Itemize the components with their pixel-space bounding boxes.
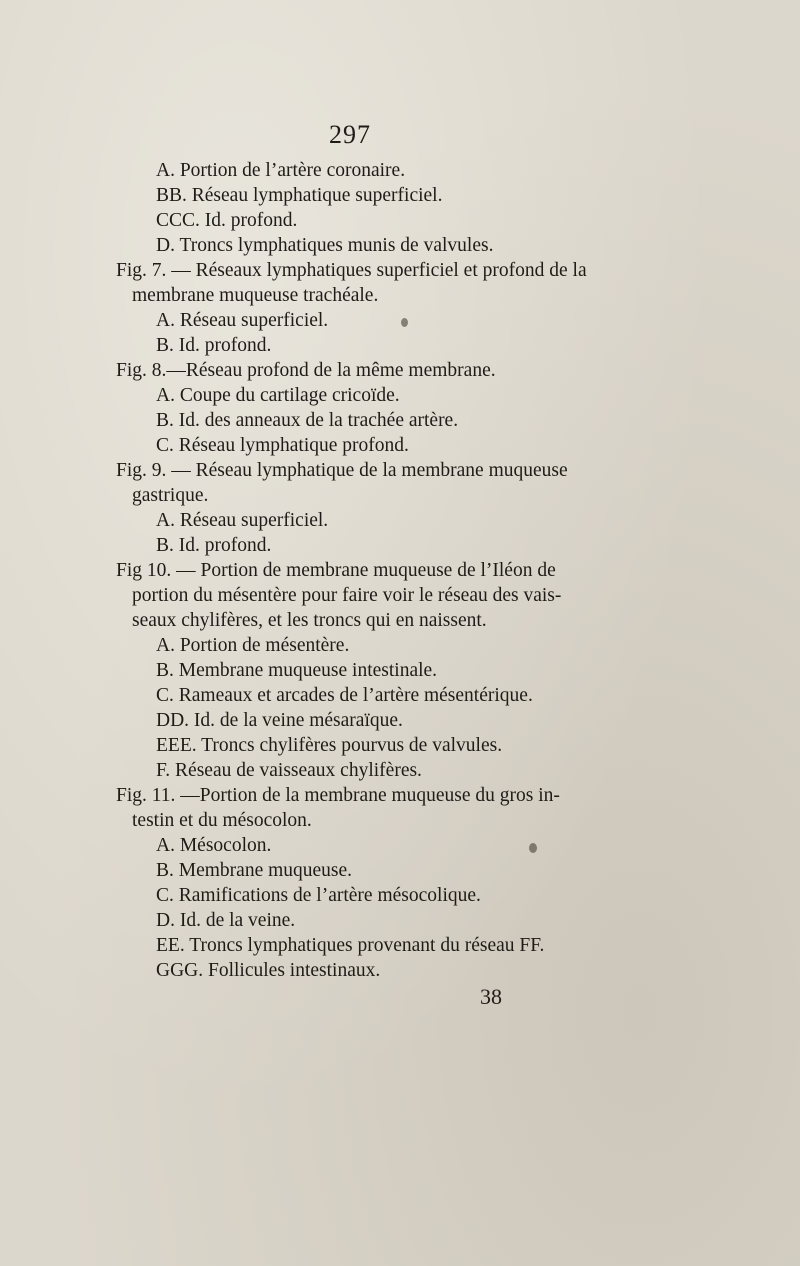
legend-item-line: C. Réseau lymphatique profond. [156,435,409,456]
legend-item-line: D. Troncs lymphatiques munis de valvules. [156,235,494,256]
signature-mark: 38 [480,984,502,1009]
legend-item-line: A. Réseau superficiel. [156,310,329,331]
continuation-line: seaux chylifères, et les troncs qui en naissent. [132,610,487,631]
legend-item-line: A. Portion de mésentère. [156,635,350,656]
figure-heading-line: Fig. 11. —Portion de la membrane muqueuse du gros in- [116,785,560,806]
legend-item-line: BB. Réseau lymphatique superficiel. [156,185,443,206]
page-number: 297 [329,120,371,149]
legend-item-line: EEE. Troncs chylifères pourvus de valvules. [156,735,503,756]
legend-item-line: B. Membrane muqueuse intestinale. [156,660,438,681]
figure-heading-line: Fig. 8.—Réseau profond de la même membrane. [116,360,496,381]
ink-spot [529,843,537,853]
figure-legend-text [116,158,592,983]
figure-heading-line: Fig. 7. — Réseaux lymphatiques superficiel et profond de la [116,260,587,281]
continuation-line: portion du mésentère pour faire voir le réseau des vais- [132,585,562,606]
continuation-line: testin et du mésocolon. [132,810,312,831]
legend-item-line: GGG. Follicules intestinaux. [156,960,381,981]
figure-heading-line: Fig 10. — Portion de membrane muqueuse de l’Iléon de [116,560,556,581]
ink-spot [401,318,408,327]
legend-item-line: B. Membrane muqueuse. [156,860,353,881]
legend-item-line: A. Mésocolon. [156,835,272,856]
continuation-line: gastrique. [132,485,209,506]
legend-item-line: D. Id. de la veine. [156,910,296,931]
continuation-line: membrane muqueuse trachéale. [132,285,379,306]
legend-item-line: EE. Troncs lymphatiques provenant du réseau FF. [156,935,545,956]
legend-item-line: A. Portion de l’artère coronaire. [156,160,406,181]
legend-item-line: DD. Id. de la veine mésaraïque. [156,710,403,731]
legend-item-line: CCC. Id. profond. [156,210,298,231]
figure-heading-line: Fig. 9. — Réseau lymphatique de la membrane muqueuse [116,460,568,481]
legend-item-line: A. Coupe du cartilage cricoïde. [156,385,400,406]
legend-item-line: B. Id. des anneaux de la trachée artère. [156,410,459,431]
legend-item-line: B. Id. profond. [156,535,272,556]
legend-item-line: A. Réseau superficiel. [156,510,329,531]
legend-item-line: C. Ramifications de l’artère mésocolique. [156,885,481,906]
legend-item-line: C. Rameaux et arcades de l’artère mésentérique. [156,685,533,706]
legend-item-line: F. Réseau de vaisseaux chylifères. [156,760,422,781]
legend-item-line: B. Id. profond. [156,335,272,356]
